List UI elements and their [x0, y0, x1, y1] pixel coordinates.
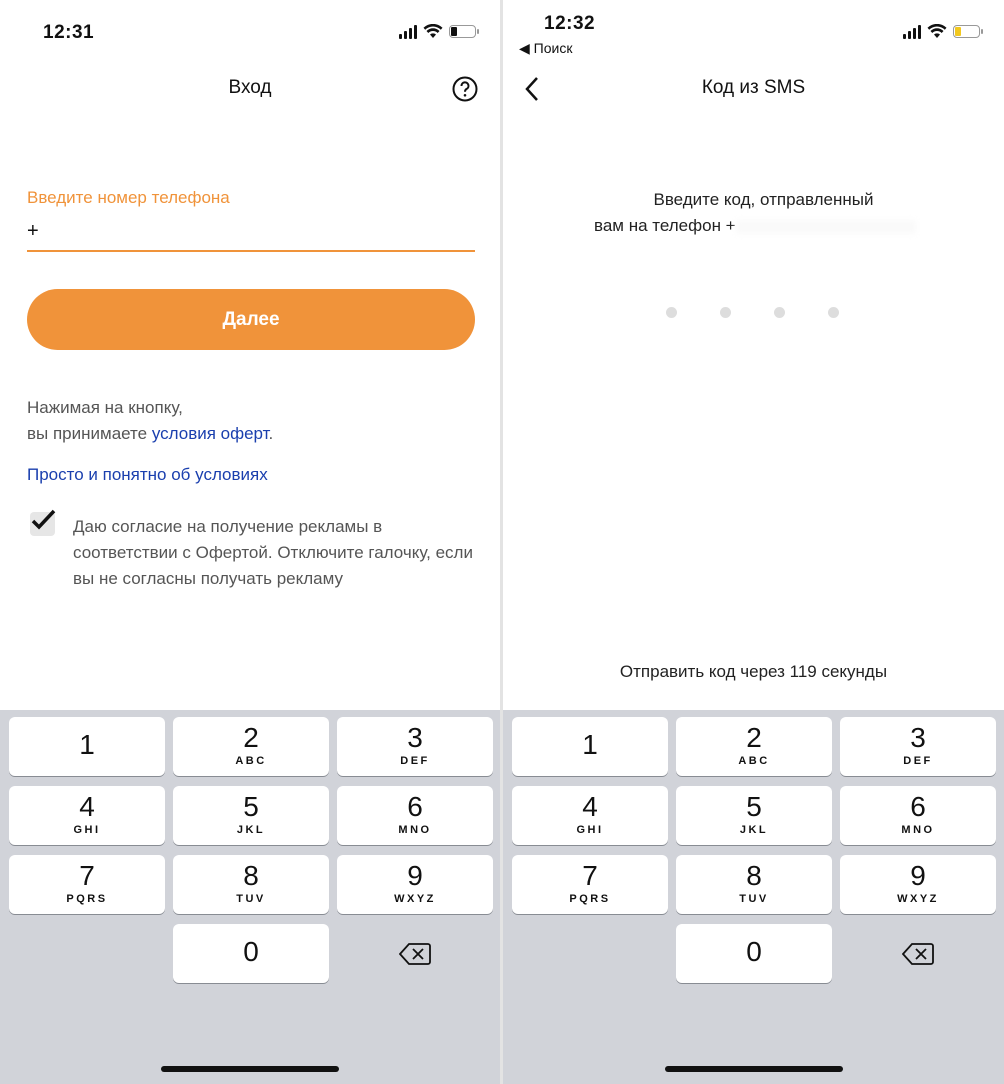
key-digit: 6 — [910, 791, 926, 822]
key-letters: TUV — [236, 893, 266, 905]
key-4[interactable] — [512, 786, 668, 845]
phone-label: Введите номер телефона — [27, 188, 230, 207]
code-dot — [828, 307, 839, 318]
instruction-line: вам на телефон + — [594, 216, 736, 235]
key-6[interactable] — [840, 786, 996, 845]
key-digit: 3 — [910, 722, 926, 753]
code-dot — [666, 307, 677, 318]
simple-terms-link[interactable]: Просто и понятно об условиях — [27, 465, 268, 484]
next-button[interactable]: Далее — [27, 289, 475, 350]
backspace-icon — [399, 942, 431, 966]
offer-terms-link[interactable]: условия оферт — [151, 424, 269, 443]
status-time: 12:32 — [544, 13, 596, 34]
key-0[interactable] — [676, 924, 832, 983]
key-6[interactable] — [337, 786, 493, 845]
numeric-keyboard — [503, 710, 1004, 1084]
status-icons — [399, 24, 476, 39]
key-4[interactable] — [9, 786, 165, 845]
resend-timer: Отправить код через 119 секунды — [619, 662, 888, 681]
key-letters: WXYZ — [897, 893, 939, 905]
key-digit: 3 — [407, 722, 423, 753]
key-letters: ABC — [738, 755, 770, 767]
terms-text — [27, 395, 273, 447]
key-digit: 5 — [243, 791, 259, 822]
key-letters: TUV — [739, 893, 769, 905]
key-digit: 0 — [746, 936, 762, 967]
key-digit: 9 — [910, 860, 926, 891]
code-dot — [774, 307, 785, 318]
key-1[interactable] — [512, 717, 668, 776]
code-instruction — [503, 187, 1004, 239]
key-letters: WXYZ — [394, 893, 436, 905]
backspace-icon — [902, 942, 934, 966]
key-letters: JKL — [739, 824, 769, 836]
key-digit: 9 — [407, 860, 423, 891]
key-letters: JKL — [236, 824, 266, 836]
key-digit: 4 — [582, 791, 598, 822]
key-letters: DEF — [400, 755, 430, 767]
key-9[interactable] — [337, 855, 493, 914]
help-icon[interactable] — [452, 76, 478, 102]
key-letters: PQRS — [66, 893, 108, 905]
consent-checkbox[interactable] — [30, 512, 55, 536]
signal-icon — [399, 25, 417, 39]
delete-key[interactable] — [337, 924, 493, 983]
key-digit: 4 — [79, 791, 95, 822]
key-digit: 2 — [746, 722, 762, 753]
key-letters: MNO — [398, 824, 432, 836]
wifi-icon — [423, 24, 443, 39]
key-digit: 8 — [746, 860, 762, 891]
key-7[interactable] — [9, 855, 165, 914]
battery-icon — [953, 25, 980, 38]
key-1[interactable] — [9, 717, 165, 776]
page-title: Вход — [228, 77, 272, 98]
terms-suffix: . — [268, 424, 274, 443]
key-letters: ABC — [235, 755, 267, 767]
key-digit: 1 — [79, 729, 95, 760]
phone-input[interactable]: + — [27, 220, 475, 252]
key-digit: 6 — [407, 791, 423, 822]
key-digit: 8 — [243, 860, 259, 891]
terms-line: вы принимаете — [27, 424, 152, 443]
signal-icon — [903, 25, 921, 39]
status-time: 12:31 — [43, 22, 95, 43]
delete-key[interactable] — [840, 924, 996, 983]
key-9[interactable] — [840, 855, 996, 914]
key-digit: 5 — [746, 791, 762, 822]
key-3[interactable] — [840, 717, 996, 776]
key-letters: MNO — [901, 824, 935, 836]
wifi-icon — [927, 24, 947, 39]
key-letters: PQRS — [569, 893, 611, 905]
terms-line: Нажимая на кнопку, — [27, 398, 183, 417]
code-dot — [720, 307, 731, 318]
code-input[interactable] — [666, 307, 839, 318]
key-letters: DEF — [903, 755, 933, 767]
home-indicator — [161, 1066, 339, 1072]
key-0[interactable] — [173, 924, 329, 983]
back-to-app-link[interactable]: ◀ Поиск — [519, 40, 573, 56]
key-digit: 1 — [582, 729, 598, 760]
key-5[interactable] — [173, 786, 329, 845]
key-digit: 7 — [79, 860, 95, 891]
sms-code-screen — [503, 0, 1004, 1084]
key-3[interactable] — [337, 717, 493, 776]
key-5[interactable] — [676, 786, 832, 845]
masked-phone-number — [736, 220, 916, 234]
status-icons — [903, 24, 980, 39]
home-indicator — [665, 1066, 843, 1072]
key-2[interactable] — [173, 717, 329, 776]
key-2[interactable] — [676, 717, 832, 776]
battery-icon — [449, 25, 476, 38]
instruction-line: Введите код, отправленный — [653, 190, 874, 209]
key-digit: 0 — [243, 936, 259, 967]
key-letters: GHI — [73, 824, 101, 836]
key-7[interactable] — [512, 855, 668, 914]
checkmark-icon — [30, 508, 58, 532]
numeric-keyboard — [0, 710, 500, 1084]
key-8[interactable] — [676, 855, 832, 914]
key-digit: 7 — [582, 860, 598, 891]
key-letters: GHI — [576, 824, 604, 836]
page-title: Код из SMS — [701, 77, 806, 98]
key-digit: 2 — [243, 722, 259, 753]
login-screen — [0, 0, 500, 1084]
key-8[interactable] — [173, 855, 329, 914]
consent-text: Даю согласие на получение рекламы в соответствии с Офертой. Отключите галочку, если вы не согласны получать рекламу — [73, 517, 473, 588]
